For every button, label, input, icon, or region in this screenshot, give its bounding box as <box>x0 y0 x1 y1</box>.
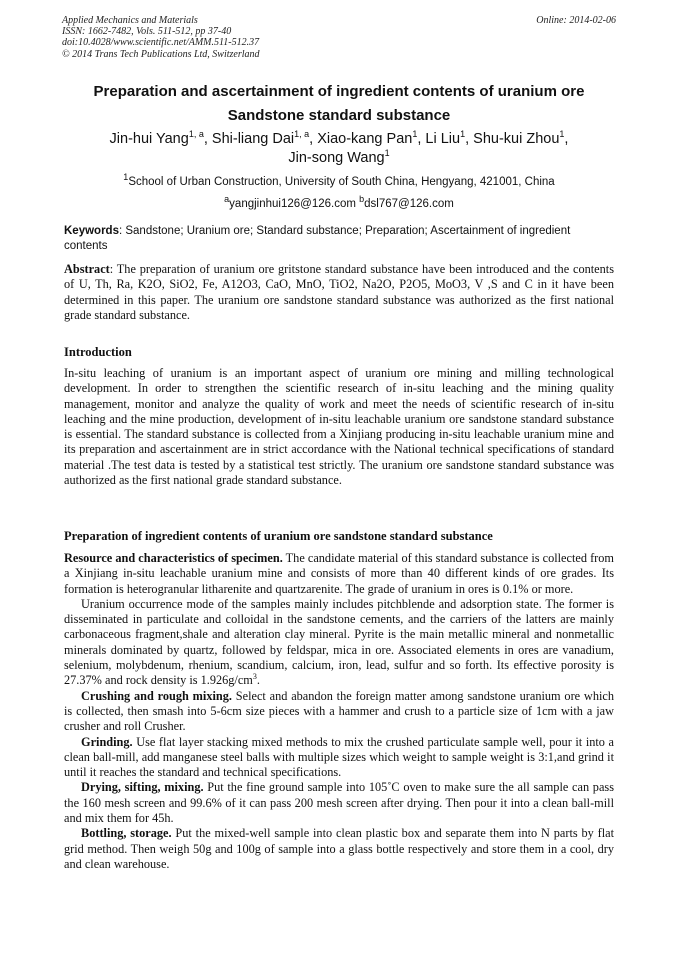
title-line-2: Sandstone standard substance <box>227 107 451 124</box>
prep-section <box>64 551 614 872</box>
keywords-label: Keywords <box>64 225 119 237</box>
affiliation <box>50 172 628 188</box>
paper-title <box>40 80 638 128</box>
author-sup: 1 <box>460 129 466 140</box>
online-date: Online: 2014-02-06 <box>536 15 616 26</box>
p1-label: Resource and characteristics of specimen. <box>64 551 283 565</box>
paragraph <box>64 735 614 781</box>
email-line <box>50 194 628 210</box>
p4-text: Use flat layer stacking mixed methods to mix the crushed particulate sample well, pour it into a clean ball-mill, add manganese steel balls with multiple sizes which weight to sample weight is 3:1,and grind it until it reaches the standard and technical specifications. <box>64 734 614 780</box>
p3-text: Select and abandon the foreign matter among sandstone uranium ore which is collected, then smash into 5-6cm size pieces with a hammer and crush to a particle size of 1cm with a jaw crusher and roll Crusher. <box>64 688 614 734</box>
email-a[interactable]: yangjinhui126@126.com <box>229 198 356 210</box>
p5-label: Drying, sifting, mixing. <box>81 780 204 795</box>
author-sup: 1 <box>412 129 418 140</box>
p3-label: Crushing and rough mixing. <box>81 688 232 703</box>
paragraph <box>64 689 614 735</box>
p5-text: Put the fine ground sample into 105˚C oven to make sure the all sample can pass the 160 mesh screen and 99.6% of it can pass 200 mesh screen after drying. Then pour it into a clean ball-mill and mix them for 45h. <box>64 780 614 826</box>
p6-text: Put the mixed-well sample into clean plastic box and separate them into N parts by flat grid method. Then weigh 50g and 100g of sample into a glass bottle respectively and store them in a cool, dry and clean warehouse. <box>64 826 615 871</box>
author-name: Jin-hui Yang <box>109 131 189 147</box>
author-name: Shi-liang Dai <box>211 131 295 147</box>
p2-end: . <box>256 673 260 688</box>
abstract <box>64 262 614 323</box>
journal-name: Applied Mechanics and Materials <box>62 15 198 26</box>
abstract-text: : The preparation of uranium ore gritstone standard substance have been introduced and the contents of U, Th, Ra, K2O, SiO2, Fe, A12O3, CaO, MnO, TiO2, Na2O, P2O5, MoO3, V ,S and C in it have been determined in this paper. The uranium ore sandstone standard substance was authorized as the first national grade standard substance. <box>64 262 614 322</box>
author-sup: 1 <box>384 148 390 159</box>
prep-heading: Preparation of ingredient contents of uranium ore sandstone standard substance <box>64 529 493 543</box>
keywords <box>64 224 614 253</box>
author-name: Xiao-kang Pan <box>317 131 413 147</box>
author-sup: 1 <box>559 129 565 140</box>
author-list: Jin-hui Yang$^{1, a}$, Shi-liang Dai$^{1, a}$, Xiao-kang Pan$^1$, Li Liu$^1$, Shu-kui Zhou$^1$, Jin-song Wang$^1$ <box>109 129 569 166</box>
author-sup: 1, a <box>188 129 204 140</box>
title-line-1: Preparation and ascertainment of ingredient contents of uranium ore <box>93 83 585 100</box>
affiliation-text: School of Urban Construction, University of South China, Hengyang, 421001, China <box>128 176 555 188</box>
author-sup: 1, a <box>294 129 310 140</box>
paragraph <box>64 826 614 872</box>
copyright-line: © 2014 Trans Tech Publications Ltd, Switzerland <box>62 48 260 60</box>
issn-line: ISSN: 1662-7482, Vols. 511-512, pp 37-40 <box>62 26 232 38</box>
intro-heading: Introduction <box>64 345 132 359</box>
p2-text: Uranium occurrence mode of the samples mainly includes pitchblende and adsorption state. The former is disseminated in particulate and colloidal in the sandstone cements, and the carriers of the latters are mainly carbonaceous fragment,shale and alteration clay mineral. Pyrite is the main metallic mineral and nonmetallic minerals dominated by quartz, followed by feldspar, mica in ore. Associated elements in ores are vanadium, selenium, molybdenum, rhenium, scandium, calcium, iron, lead, sulfur and so forth. Its effective porosity is 27.37% and rock density is 1.926g/cm <box>64 596 614 688</box>
author-name: Li Liu <box>425 131 461 147</box>
paragraph <box>64 551 614 597</box>
doi-line: doi:10.4028/www.scientific.net/AMM.511-512.37 <box>62 37 260 49</box>
p2-sup: 3 <box>252 672 257 682</box>
journal-header <box>62 15 616 60</box>
abstract-label: Abstract <box>64 262 110 276</box>
email-b-sup: b <box>359 194 365 205</box>
author-name: Jin-song Wang <box>288 150 385 166</box>
p6-label: Bottling, storage. <box>81 826 172 841</box>
intro-text: In-situ leaching of uranium is an important aspect of uranium ore mining and milling technological development. In order to strengthen the scientific research of in-situ leaching and the mining quality management, monitor and analyze the quality of work and meet the needs of scientific research of in-situ leaching and the mine production, development of in-situ leachable uranium ore sandstone standard substance is essential. The standard substance is collected from a Xinjiang producing in-situ leachable uranium mine and its preparation and ascertainment are in strict accordance with the National technical specifications of standard material .The test data is tested by a statistical test strictly. The uranium ore sandstone standard substance was authorized as the first national grade standard substance. <box>64 366 614 488</box>
paragraph <box>64 597 614 689</box>
affiliation-sup: 1 <box>123 172 129 183</box>
author-name: Shu-kui Zhou <box>473 131 560 147</box>
email-a-sup: a <box>224 194 230 205</box>
intro-section <box>64 366 614 488</box>
paragraph <box>64 780 614 826</box>
keywords-text: : Sandstone; Uranium ore; Standard substance; Preparation; Ascertainment of ingredient contents <box>64 225 571 252</box>
p4-label: Grinding. <box>81 734 133 749</box>
p1-text: The candidate material of this standard substance is collected from a Xinjiang in-situ leachable uranium mine and consists of more than 40 different kinds of ore grades. Its formation is heterogranular litharenite and quartzarenite. The grade of uranium in ores is 0.1% or more. <box>64 551 614 596</box>
email-b[interactable]: dsl767@126.com <box>364 198 454 210</box>
